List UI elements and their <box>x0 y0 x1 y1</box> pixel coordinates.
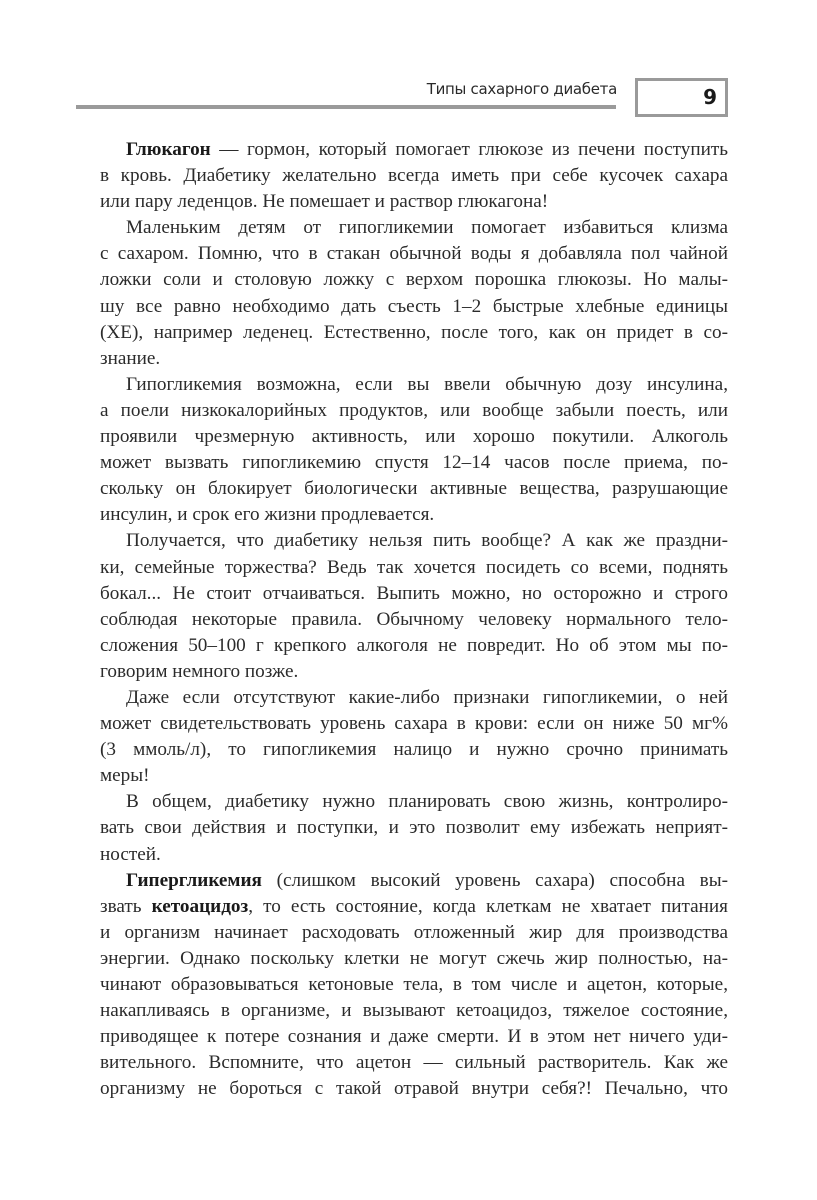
header-rule <box>76 105 616 109</box>
text-run: ки, семейные торжества? Ведь так хочется посидеть со всеми, поднять <box>100 556 728 578</box>
text-run: может свидетельствовать уровень сахара в крови: если он ниже 50 мг% <box>100 713 728 735</box>
bold-term: кетоацидоз <box>151 895 249 917</box>
text-line <box>74 581 728 607</box>
text-line <box>74 476 728 502</box>
text-run: (слишком высокий уровень сахара) способна вы- <box>261 869 728 891</box>
text-run: (ХЕ), например леденец. Естественно, после того, как он придет в со- <box>100 321 728 343</box>
text-run: или пару леденцов. Не помешает и раствор глюкагона! <box>100 191 549 213</box>
text-run: ностей. <box>100 843 161 865</box>
text-run: может вызвать гипогликемию спустя 12–14 часов после приема, по- <box>100 452 728 474</box>
text-line <box>74 972 728 998</box>
text-run: вительного. Вспомните, что ацетон — сильный растворитель. Как же <box>100 1052 728 1074</box>
text-run: Даже если отсутствуют какие-либо признаки гипогликемии, о ней <box>126 686 728 708</box>
text-run: ложки соли и столовую ложку с верхом порошка глюкозы. Но малы- <box>100 269 728 291</box>
text-run: приводящее к потере сознания и даже смерти. И в этом нет ничего уди- <box>100 1026 728 1048</box>
paragraph <box>74 789 728 867</box>
paragraph <box>74 137 728 215</box>
text-line <box>74 372 728 398</box>
text-line <box>74 528 728 554</box>
text-run: — гормон, который помогает глюкозе из печени поступить <box>210 139 728 160</box>
text-line <box>74 868 728 894</box>
page-number: 9 <box>703 85 717 109</box>
text-line <box>74 424 728 450</box>
running-title: Типы сахарного диабета <box>426 80 617 98</box>
body-text <box>74 137 728 1102</box>
text-line <box>74 189 728 215</box>
text-run: соблюдая некоторые правила. Обычному человеку нормального тело- <box>100 608 728 630</box>
text-run: говорим немного позже. <box>100 660 299 682</box>
text-run: с сахаром. Помню, что в стакан обычной воды я добавляла пол чайной <box>100 243 728 265</box>
paragraph <box>74 528 728 685</box>
text-run: В общем, диабетику нужно планировать свою жизнь, контролиро- <box>126 791 728 813</box>
page-number-box <box>635 78 728 117</box>
paragraph <box>74 372 728 529</box>
text-line <box>74 998 728 1024</box>
text-run: , то есть состояние, когда клеткам не хватает питания <box>248 895 728 917</box>
text-line <box>74 215 728 241</box>
text-line <box>74 450 728 476</box>
bold-term: Гипергликемия <box>126 869 262 891</box>
text-run: чинают образовываться кетоновые тела, в том числе и ацетон, которые, <box>100 974 728 995</box>
text-run: шу все равно необходимо дать съесть 1–2 быстрые хлебные единицы <box>100 295 728 317</box>
text-line <box>74 842 728 868</box>
text-line <box>74 1076 728 1102</box>
text-run: (3 ммоль/л), то гипогликемия налицо и нужно срочно принимать <box>100 739 728 761</box>
text-run: сложения 50–100 г крепкого алкоголя не повредит. Но об этом мы по- <box>100 634 728 656</box>
text-line <box>74 711 728 737</box>
text-line <box>74 737 728 763</box>
text-line <box>74 137 728 163</box>
text-line <box>74 1024 728 1050</box>
text-run: скольку он блокирует биологически активные вещества, разрушающие <box>100 478 728 500</box>
text-line <box>74 633 728 659</box>
bold-term: Глюкагон <box>126 139 211 160</box>
text-run: знание. <box>100 347 161 369</box>
text-line <box>74 815 728 841</box>
paragraph <box>74 215 728 372</box>
text-line <box>74 267 728 293</box>
paragraph <box>74 868 728 1103</box>
text-line <box>74 163 728 189</box>
text-run: звать <box>100 895 152 917</box>
text-line <box>74 789 728 815</box>
text-run: инсулин, и срок его жизни продлевается. <box>100 504 435 526</box>
text-run: Получается, что диабетику нельзя пить вообще? А как же праздни- <box>126 530 728 552</box>
text-line <box>74 659 728 685</box>
text-line <box>74 607 728 633</box>
text-line <box>74 894 728 920</box>
text-line <box>74 346 728 372</box>
text-line <box>74 241 728 267</box>
text-line <box>74 294 728 320</box>
text-line <box>74 398 728 424</box>
text-line <box>74 685 728 711</box>
text-run: и организм начинает расходовать отложенный жир для производства <box>100 921 728 943</box>
text-run: вать свои действия и поступки, и это позволит ему избежать неприят- <box>100 817 728 839</box>
text-run: энергии. Однако поскольку клетки не могут сжечь жир полностью, на- <box>100 947 728 969</box>
text-run: бокал... Не стоит отчаиваться. Выпить можно, но осторожно и строго <box>100 582 728 604</box>
text-run: Маленьким детям от гипогликемии помогает избавиться клизма <box>126 217 728 239</box>
text-run: накапливаясь в организме, и вызывают кетоацидоз, тяжелое состояние, <box>100 1000 728 1022</box>
text-line <box>74 555 728 581</box>
text-line <box>74 946 728 972</box>
text-run: проявили чрезмерную активность, или хорошо покутили. Алкоголь <box>100 426 728 448</box>
text-line <box>74 763 728 789</box>
text-run: меры! <box>100 765 150 787</box>
text-run: организму не бороться с такой отравой внутри себя?! Печально, что <box>100 1078 728 1100</box>
text-line <box>74 320 728 346</box>
text-line <box>74 1050 728 1076</box>
text-line <box>74 502 728 528</box>
paragraph <box>74 685 728 789</box>
text-run: в кровь. Диабетику желательно всегда иметь при себе кусочек сахара <box>100 165 728 187</box>
text-line <box>74 920 728 946</box>
text-run: Гипогликемия возможна, если вы ввели обычную дозу инсулина, <box>126 373 728 395</box>
text-run: а поели низкокалорийных продуктов, или вообще забыли поесть, или <box>100 399 728 421</box>
